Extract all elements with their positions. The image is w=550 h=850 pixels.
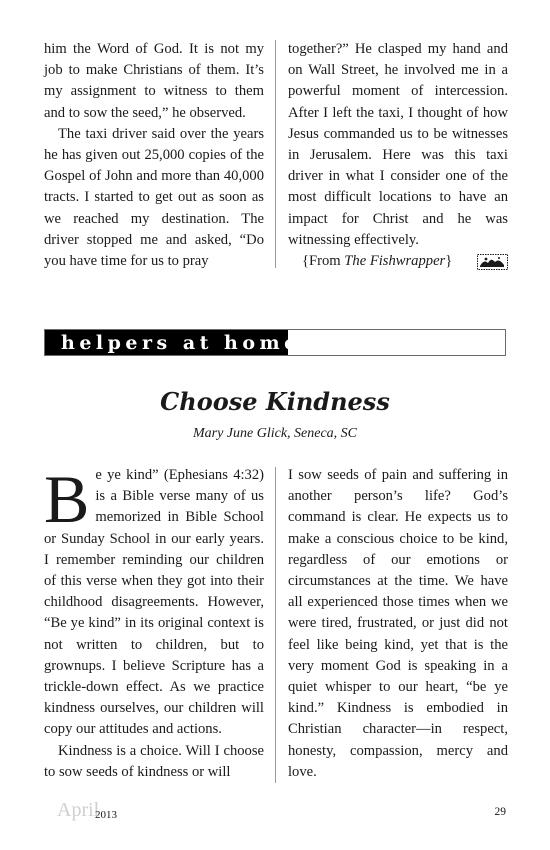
article-byline: Mary June Glick, Seneca, SC [192,426,358,441]
source-prefix: {From [302,253,345,270]
column-divider [275,467,276,783]
top-article-left-column [44,39,264,272]
end-of-article-icon [477,254,508,270]
article-first-paragraph-text: e ye kind” (Ephesians 4:32) is a Bible verse many of us memorized in Bible School or Sunday School in our early years. I remember reminding our children of this verse when they got into their childhood disagreements. However, “Be ye kind” in its original context is not written to children, but to grownups. I believe Scripture has a trickle-down effect. As we practice kindness ourselves, our children will copy our attitudes and actions. [44,467,264,738]
column-divider [275,40,276,268]
page-number: 29 [494,806,506,818]
top-article-right-column [288,39,508,272]
drop-cap: B [44,461,90,537]
source-name: The Fishwrapper [344,253,446,270]
top-article-paragraph: together?” He clasped my hand and on Wall Street, he involved me in a powerful moment of intercession. After I left the taxi, I thought of how Jesus commanded us to be witnesses in Jerusalem. Here was this taxi driver in what I consider one of the most difficult locations to have an impact for Christ and he was witnessing effectively. [288,41,508,248]
top-article-paragraph: him the Word of God. It is not my job to make Christians of them. It’s my assignment to witness to them and to sow the seed,” he observed. [44,41,264,121]
article-paragraph [44,461,264,741]
article-right-column [288,465,508,783]
source-suffix: } [445,253,453,270]
section-label: helpers at home [45,330,288,355]
section-banner [44,329,506,356]
article-title: Choose Kindness [160,387,390,416]
footer-month: April [57,799,100,821]
footer-year: 2013 [95,809,117,821]
article-left-column [44,461,264,783]
article-paragraph: Kindness is a choice. Will I choose to sow seeds of kindness or will [44,742,264,780]
article-source [288,251,508,272]
top-article-paragraph: The taxi driver said over the years he has given out 25,000 copies of the Gospel of John and more than 40,000 tracts. I started to get out as soon as we reached my destination. The driver stopped me and asked, “Do you have time for us to pray [44,125,264,270]
article-paragraph: I sow seeds of pain and suffering in another person’s life? God’s command is clear. He expects us to make a conscious choice to be kind, regardless of our emotions or circumstances at the time. We have all experienced those times when we were tired, frustrated, or just did not feel like being kind, yet that is the very moment God is speaking in a quiet whisper to our heart, “be ye kind.” Kindness is embodied in Christian character—in respect, honesty, compassion, mercy and love. [288,467,508,780]
